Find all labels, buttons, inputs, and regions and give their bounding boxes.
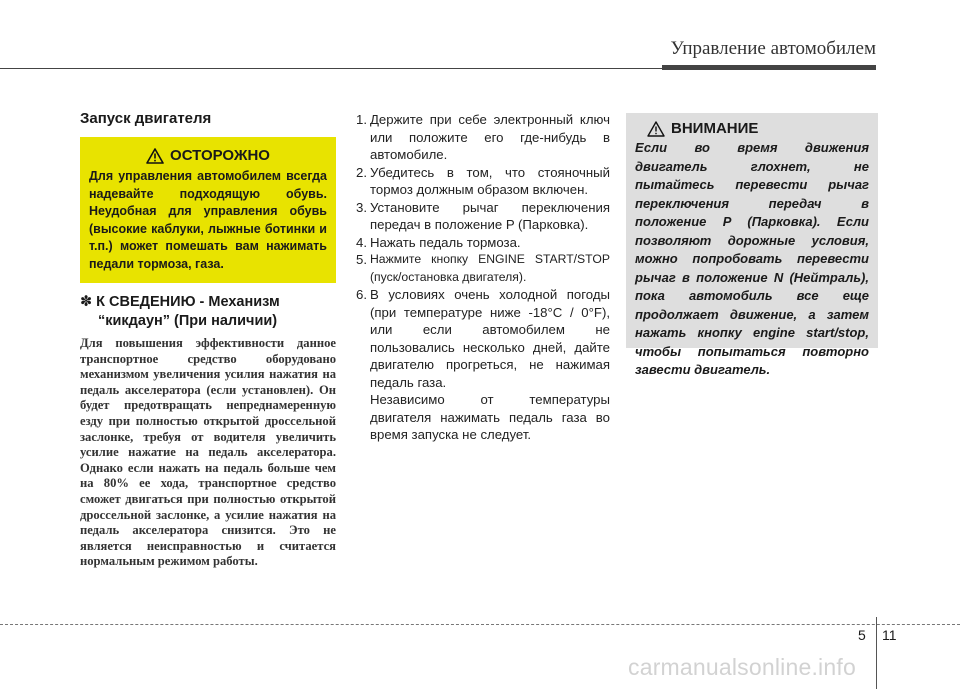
warning-title-row bbox=[89, 147, 327, 164]
footer-divider bbox=[876, 617, 877, 689]
step-text: Держите при себе электронный ключ или положите его где-нибудь в автомобиле. bbox=[370, 112, 610, 162]
list-item bbox=[356, 111, 610, 164]
caution-title-row bbox=[647, 120, 869, 137]
chapter-number: 5 bbox=[858, 627, 866, 643]
step-number: 6. bbox=[356, 287, 367, 302]
list-item bbox=[356, 199, 610, 234]
page-header-title: Управление автомобилем bbox=[670, 38, 876, 59]
steps-list bbox=[356, 111, 610, 444]
step-text: Убедитесь в том, что стояночный тормоз должным образом включен. bbox=[370, 164, 610, 197]
step-number: 4. bbox=[356, 234, 367, 250]
caution-text: Если во время движения двигатель глохнет, не пытайтесь перевести рычаг переключения передач в положение P (Парковка). Если позволяют дорожные условия, можно попробовать перевести рычаг в положение N (Нейтраль), пока автомобиль все еще продолжает движение, а затем нажать кнопку engine start/stop, чтобы попытаться повторно завести двигатель. bbox=[635, 140, 869, 377]
list-item bbox=[356, 251, 610, 286]
header-rule-accent bbox=[662, 65, 876, 70]
step-text: Нажмите кнопку ENGINE START/STOP (пуск/остановка двигателя). bbox=[370, 252, 610, 284]
warning-title: ОСТОРОЖНО bbox=[170, 147, 270, 164]
page-number: 11 bbox=[882, 627, 897, 643]
step-number: 2. bbox=[356, 164, 367, 180]
caution-title: ВНИМАНИЕ bbox=[671, 120, 759, 137]
step-text: Установите рычаг переключения передач в положение P (Парковка). bbox=[370, 199, 610, 232]
step-text: Нажать педаль тормоза. bbox=[370, 234, 521, 250]
step-number: 5. bbox=[356, 252, 367, 267]
note-heading bbox=[80, 293, 336, 331]
warning-text: Для управления автомобилем всегда надевайте подходящую обувь. Неудобная для управления обувь (высокие каблуки, лыжные ботинки и т.п.) может помешать вам нажимать педали тормоза, газа. bbox=[89, 169, 327, 271]
footer-rule bbox=[0, 624, 960, 626]
step-number: 3. bbox=[356, 199, 367, 215]
steps-extra-note: Независимо от температуры двигателя нажимать педаль газа во время запуска не следует. bbox=[370, 392, 610, 442]
note-heading-line2: “кикдаун” (При наличии) bbox=[98, 313, 278, 329]
warning-triangle-icon bbox=[647, 121, 665, 137]
list-item bbox=[356, 286, 610, 391]
list-item bbox=[356, 234, 610, 252]
watermark: carmanualsonline.info bbox=[628, 654, 856, 680]
note-body: Для повышения эффективности данное транспортное средство оборудовано механизмом увеличения усилия нажатия на педаль акселератора (если установлен). Он будет предотвращать непреднамеренную езду при полностью открытой дроссельной заслонке, требуя от водителя увеличить усилие нажатие на педаль акселератора. Однако если нажать на педаль больше чем на 80% ее хода, транспортное средство сможет двигаться при полностью открытой дроссельной заслонке, а усилие нажатия на педаль акселератора снизится. Это не является неисправностью и считается нормальным режимом работы. bbox=[80, 336, 336, 569]
section-heading: Запуск двигателя bbox=[80, 110, 212, 127]
note-heading-line1: ✽ К СВЕДЕНИЮ - Механизм bbox=[80, 294, 280, 310]
list-item bbox=[356, 164, 610, 199]
warning-box bbox=[80, 137, 336, 283]
warning-triangle-icon bbox=[146, 148, 164, 164]
step-number: 1. bbox=[356, 112, 367, 127]
step-text: В условиях очень холодной погоды (при температуре ниже -18°C / 0°F), или если автомобилем не пользовались несколько дней, дайте двигателю прогреться, не нажимая педаль газа. bbox=[370, 287, 610, 390]
caution-box bbox=[626, 113, 878, 377]
